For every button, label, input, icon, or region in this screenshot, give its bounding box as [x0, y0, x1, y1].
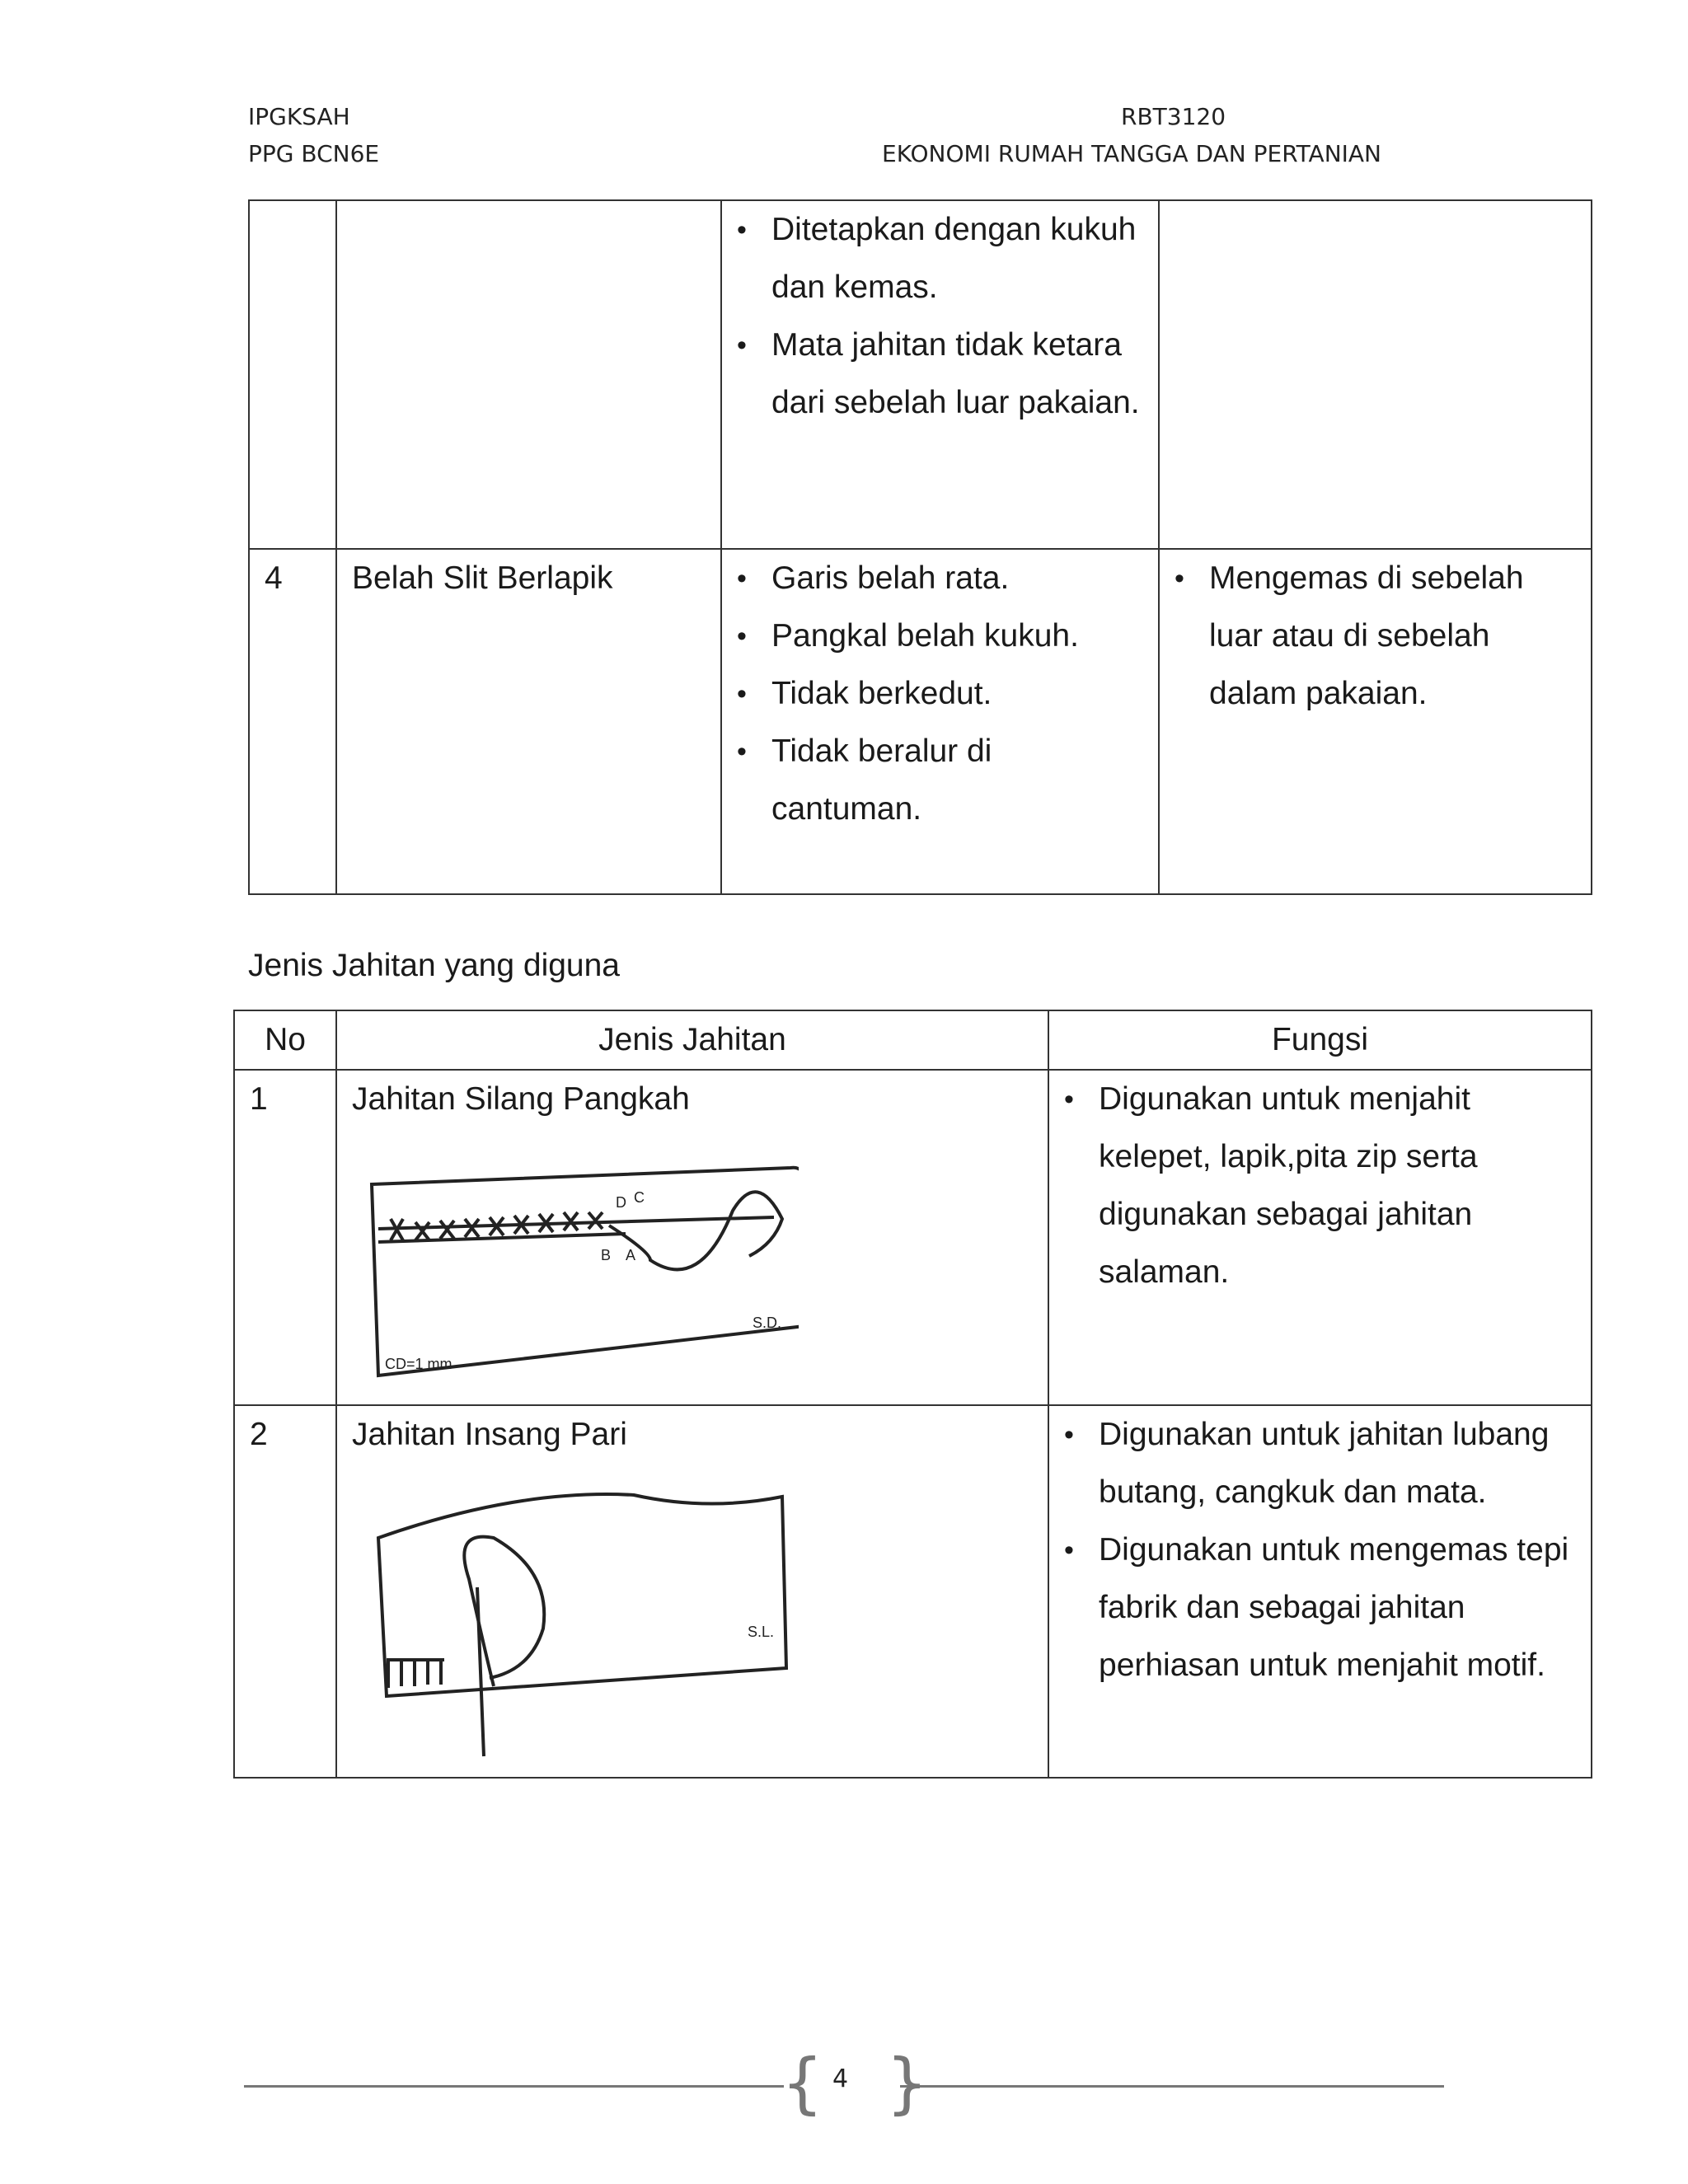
- footer-brace-left: {: [781, 2045, 823, 2121]
- list-item: • Mata jahitan tidak ketara dari sebelah luar pakaian.: [722, 316, 1150, 432]
- header-course-title: EKONOMI RUMAH TANGGA DAN PERTANIAN: [882, 140, 1382, 167]
- cell-function: [1159, 200, 1592, 549]
- cell-name: [336, 549, 721, 894]
- stitch-name: Jahitan Insang Pari: [352, 1417, 627, 1452]
- cell-fungsi: [1048, 1070, 1592, 1405]
- cell-no: [234, 1405, 336, 1778]
- column-header-fungsi: Fungsi: [1048, 1010, 1592, 1070]
- table-row: [249, 200, 1592, 549]
- cell-fungsi: [1048, 1405, 1592, 1778]
- cell-no: [249, 549, 336, 894]
- blanket-stitch-illustration: [354, 1472, 799, 1769]
- criteria-table: [248, 199, 1592, 895]
- cell-no: [249, 200, 336, 549]
- row-number: 2: [250, 1417, 268, 1452]
- figure-label: S.L.: [748, 1624, 775, 1640]
- figure-label: D: [616, 1194, 626, 1211]
- figure-label: C: [634, 1189, 645, 1206]
- item-name: Belah Slit Berlapik: [352, 560, 613, 596]
- cell-criteria: [721, 549, 1159, 894]
- list-item: • Digunakan untuk menjahit kelepet, lapik,pita zip serta digunakan sebagai jahitan salaman.: [1049, 1071, 1582, 1301]
- figure-label: B: [601, 1247, 612, 1263]
- cell-name: [336, 200, 721, 549]
- header-course-code: RBT3120: [1121, 103, 1226, 130]
- table-row: [234, 1070, 1592, 1405]
- row-number: 4: [265, 560, 283, 596]
- cell-no: [234, 1070, 336, 1405]
- cell-jenis: [336, 1070, 1048, 1405]
- page-number: 4: [832, 2064, 849, 2093]
- list-item: • Garis belah rata.: [722, 550, 1150, 607]
- section-title: Jenis Jahitan yang diguna: [248, 948, 620, 983]
- footer-rule-left: [244, 2085, 784, 2088]
- row-number: 1: [250, 1081, 268, 1117]
- column-header-jenis: Jenis Jahitan: [336, 1010, 1048, 1070]
- table-row: [234, 1405, 1592, 1778]
- list-item: • Mengemas di sebelah luar atau di sebelah dalam pakaian.: [1160, 550, 1574, 723]
- list-item: • Ditetapkan dengan kukuh dan kemas.: [722, 201, 1150, 316]
- header-institution: IPGKSAH: [248, 103, 350, 130]
- cross-stitch-illustration: [354, 1137, 799, 1392]
- list-item: • Tidak beralur di cantuman.: [722, 723, 1150, 838]
- stitch-name: Jahitan Silang Pangkah: [352, 1081, 690, 1117]
- footer-rule-right: [900, 2085, 1444, 2088]
- table-row: [249, 549, 1592, 894]
- figure-label: CD=1 mm: [385, 1356, 452, 1372]
- figure-label: A: [626, 1247, 636, 1263]
- list-item: • Pangkal belah kukuh.: [722, 607, 1150, 665]
- column-header-no: No: [234, 1010, 336, 1070]
- list-item: • Digunakan untuk jahitan lubang butang, cangkuk dan mata.: [1049, 1406, 1582, 1521]
- list-item: • Digunakan untuk mengemas tepi fabrik dan sebagai jahitan perhiasan untuk menjahit motif.: [1049, 1521, 1582, 1694]
- table-header-row: [234, 1010, 1592, 1070]
- list-item: • Tidak berkedut.: [722, 665, 1150, 723]
- cell-criteria: [721, 200, 1159, 549]
- header-program: PPG BCN6E: [248, 140, 380, 167]
- footer-brace-right: }: [886, 2045, 928, 2121]
- stitch-table: [233, 1010, 1592, 1779]
- figure-label: S.D.: [753, 1315, 782, 1331]
- cell-jenis: [336, 1405, 1048, 1778]
- cell-function: [1159, 549, 1592, 894]
